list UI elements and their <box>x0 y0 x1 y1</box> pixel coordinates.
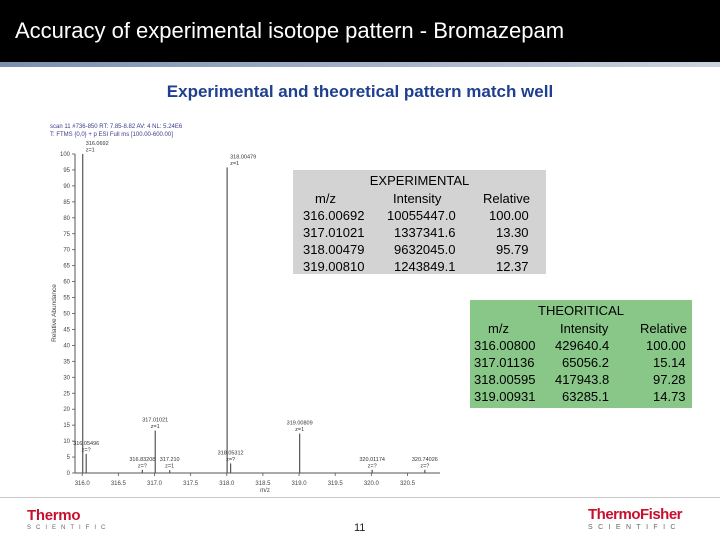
column-header: m/z <box>315 191 336 206</box>
table-cell: 10055447.0 <box>387 208 456 223</box>
y-tick-label: 20 <box>63 407 70 414</box>
table-cell: 319.00810 <box>303 259 365 274</box>
y-tick-label: 100 <box>59 152 70 158</box>
y-tick-label: 55 <box>63 295 70 302</box>
y-tick-label: 80 <box>63 215 70 222</box>
y-tick-label: 85 <box>63 199 70 206</box>
peak-mz-label: 319.00809 <box>286 420 313 427</box>
page-number: 11 <box>354 522 366 534</box>
chart-header-line: T: FTMS {0,0} + p ESI Full ms [100.00-600.00] <box>50 132 173 138</box>
column-header: Relative <box>483 191 530 206</box>
logo-wordmark: ThermoFisher <box>588 506 683 523</box>
x-tick-label: 319.5 <box>327 481 343 487</box>
y-tick-label: 45 <box>63 327 70 334</box>
y-tick-label: 60 <box>63 279 70 286</box>
table-cell: 100.00 <box>489 208 529 223</box>
y-tick-label: 95 <box>63 167 70 174</box>
experimental-heading: EXPERIMENTAL <box>369 173 470 188</box>
peak-charge-label: z=? <box>137 463 147 470</box>
column-header: Intensity <box>393 191 442 206</box>
thermo-scientific-logo <box>27 507 111 532</box>
peak-charge-label: z=? <box>226 456 236 463</box>
column-header: Intensity <box>560 321 609 336</box>
logo-subtext: SCIENTIFIC <box>588 524 681 531</box>
table-cell: 1243849.1 <box>394 259 456 274</box>
thermo-fisher-logo <box>588 507 698 532</box>
table-cell: 417943.8 <box>555 372 610 387</box>
chart-header-line: scan 11 #736-850 RT: 7.85-8.82 AV: 4 NL: 5.24E6 <box>50 124 183 130</box>
x-tick-label: 318.5 <box>255 481 271 487</box>
peak-charge-label: z=? <box>367 463 377 470</box>
peak-charge-label: z=? <box>81 447 91 454</box>
table-cell: 15.14 <box>653 355 686 370</box>
y-tick-label: 30 <box>63 375 70 382</box>
peak-mz-label: 316.0692 <box>85 141 109 147</box>
column-header: Relative <box>640 321 687 336</box>
experimental-table <box>293 170 546 274</box>
peak-mz-label: 318.05312 <box>217 450 244 457</box>
y-tick-label: 40 <box>63 343 70 350</box>
peak-charge-label: z=? <box>420 463 430 470</box>
peak-charge-label: z=1 <box>150 424 160 431</box>
theoretical-heading: THEORITICAL <box>538 303 624 318</box>
column-header: m/z <box>488 321 509 336</box>
table-cell: 100.00 <box>646 338 686 353</box>
x-tick-label: 317.0 <box>146 481 163 487</box>
peak-mz-label: 317.210 <box>159 457 180 464</box>
table-cell: 1337341.6 <box>394 225 456 240</box>
table-cell: 14.73 <box>653 389 686 404</box>
table-cell: 65056.2 <box>562 355 609 370</box>
peak-mz-label: 317.01021 <box>142 417 169 424</box>
table-cell: 319.00931 <box>474 389 536 404</box>
table-cell: 12.37 <box>496 259 529 274</box>
footer-rule <box>0 497 720 498</box>
slide-subtitle: Experimental and theoretical pattern match well <box>166 82 554 101</box>
table-cell: 97.28 <box>653 372 686 387</box>
peak-mz-label: 320.74026 <box>411 456 438 463</box>
logo-subtext: SCIENTIFIC <box>27 525 111 531</box>
table-cell: 9632045.0 <box>394 242 456 257</box>
x-tick-label: 316.0 <box>74 481 90 487</box>
y-tick-label: 50 <box>63 311 70 318</box>
table-cell: 317.01021 <box>303 225 365 240</box>
table-cell: 95.79 <box>496 242 529 257</box>
peak-charge-label: z=1 <box>85 147 95 154</box>
y-tick-label: 35 <box>63 359 70 366</box>
peak-mz-label: 316.83208 <box>129 456 156 463</box>
peak-mz-label: 320.01174 <box>359 456 385 463</box>
theoretical-table <box>470 300 692 408</box>
y-tick-label: 0 <box>66 471 70 477</box>
y-tick-label: 5 <box>66 455 70 462</box>
x-tick-label: 317.5 <box>183 481 199 487</box>
table-cell: 317.01136 <box>474 355 535 370</box>
x-tick-label: 320.0 <box>363 481 379 487</box>
y-tick-label: 90 <box>63 183 70 190</box>
table-cell: 316.00800 <box>474 338 536 353</box>
y-axis-title: Relative Abundance <box>51 284 58 342</box>
peak-charge-label: z=1 <box>295 427 305 434</box>
peak-mz-label: 316.05496 <box>73 440 100 447</box>
y-tick-label: 15 <box>63 423 70 430</box>
table-cell: 316.00692 <box>303 208 365 223</box>
y-tick-label: 10 <box>63 439 70 446</box>
table-cell: 63285.1 <box>562 389 609 404</box>
slide-title: Accuracy of experimental isotope pattern - Bromazepam <box>15 18 565 43</box>
title-rule <box>0 62 720 67</box>
x-axis-title: m/z <box>260 488 270 494</box>
table-cell: 318.00479 <box>303 242 365 257</box>
y-tick-label: 70 <box>63 247 70 254</box>
peak-charge-label: z=1 <box>230 160 240 167</box>
peak-mz-label: 318.00479 <box>230 154 257 161</box>
x-tick-label: 316.5 <box>110 481 126 487</box>
peak-charge-label: z=1 <box>165 463 175 470</box>
x-tick-label: 319.0 <box>291 481 307 487</box>
y-tick-label: 65 <box>63 263 70 270</box>
y-tick-label: 25 <box>63 391 70 398</box>
logo-wordmark: Thermo <box>27 507 81 524</box>
x-tick-label: 318.0 <box>219 481 235 487</box>
x-tick-label: 320.5 <box>399 481 415 487</box>
table-cell: 429640.4 <box>555 338 610 353</box>
y-tick-label: 75 <box>63 231 70 238</box>
table-cell: 318.00595 <box>474 372 536 387</box>
table-cell: 13.30 <box>496 225 529 240</box>
title-bar <box>0 0 720 62</box>
